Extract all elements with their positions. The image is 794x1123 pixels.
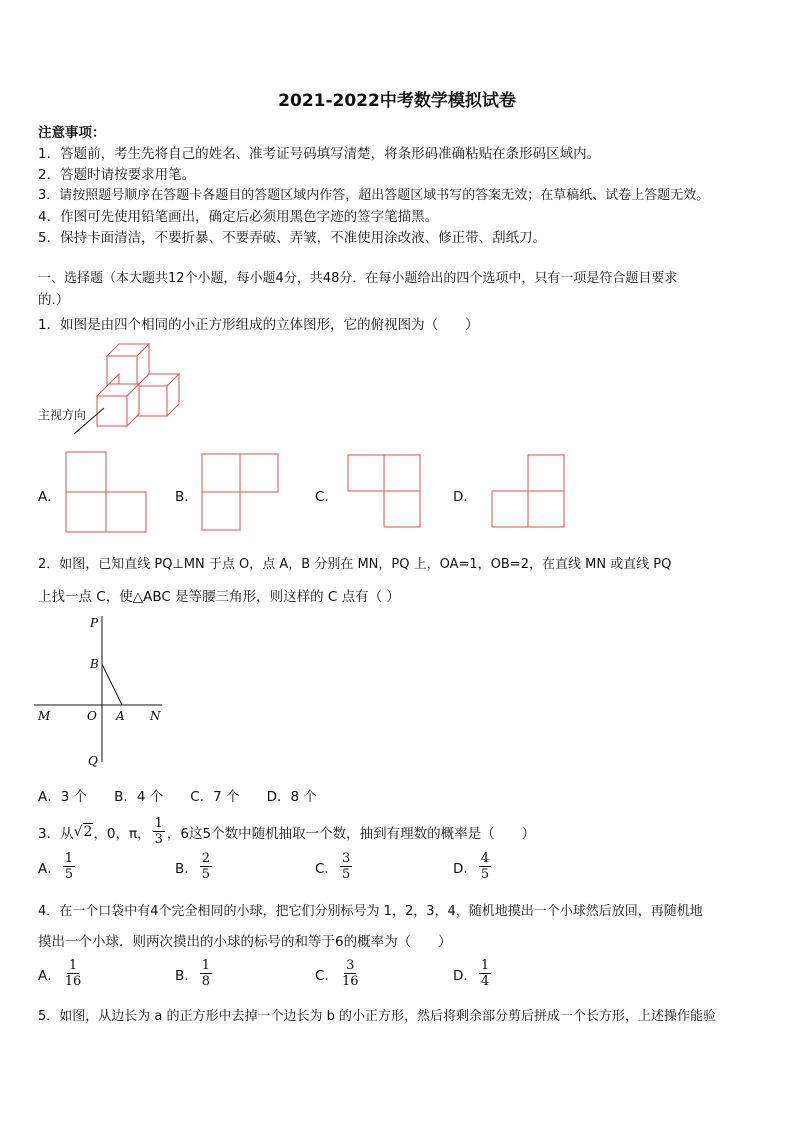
sqrt-radicand: 2 xyxy=(83,823,93,840)
q1-option-d-label: D． xyxy=(453,489,477,505)
fraction-numerator: 1 xyxy=(480,958,490,973)
fraction-numerator: 1 xyxy=(154,816,163,831)
fraction-numerator: 2 xyxy=(201,851,211,866)
fraction xyxy=(63,958,84,989)
option-label: C． xyxy=(315,860,338,877)
q3-option-b xyxy=(175,851,214,882)
q3-option-c xyxy=(315,851,354,882)
option-label: D． xyxy=(453,967,477,984)
notice-item: 2．答题时请按要求用笔。 xyxy=(38,167,196,183)
fraction-numerator: 3 xyxy=(346,958,355,973)
q3-option-a xyxy=(38,851,77,882)
fraction-numerator: 3 xyxy=(341,851,351,866)
question-4-stem-cont: 摸出一个小球．则两次摸出的小球的标号的和等于6的概率为（ ） xyxy=(38,934,452,950)
q3-stem-a: 3．从 xyxy=(38,825,74,842)
label-o: O xyxy=(87,709,97,723)
question-5-stem: 5．如图，从边长为 a 的正方形中去掉一个边长为 b 的小正方形，然后将剩余部分剪后拼成一个长方形，上述操作能验 xyxy=(38,1009,717,1024)
q1-option-b-figure xyxy=(200,452,280,532)
fraction-denominator: 16 xyxy=(64,974,82,989)
fraction-numerator: 1 xyxy=(68,958,78,973)
label-b: B xyxy=(90,657,99,671)
notice-item: 5．保持卡面清洁，不要折暴、不要弄破、弄皱，不准使用涂改液、修正带、刮纸刀。 xyxy=(38,230,547,246)
notice-item: 4．作图可先使用铅笔画出，确定后必须用黑色字迹的签字笔描黑。 xyxy=(38,209,439,225)
q1-option-c-label: C． xyxy=(315,489,338,505)
q1-option-c-figure xyxy=(346,453,424,531)
fraction xyxy=(479,851,491,882)
label-a: A xyxy=(116,709,125,723)
q2-options: A．3 个 B．4 个 C．7 个 D．8 个 xyxy=(38,789,317,805)
q1-option-a-figure xyxy=(64,450,148,534)
label-n: N xyxy=(150,709,161,723)
fraction-denominator: 3 xyxy=(154,832,163,847)
option-label: D． xyxy=(453,860,477,877)
fraction xyxy=(63,851,75,882)
sqrt-expression: √2 xyxy=(73,823,93,840)
fraction xyxy=(200,851,212,882)
question-2-stem-cont: 上找一点 C，使△ABC 是等腰三角形，则这样的 C 点有（ ） xyxy=(38,589,400,605)
fraction-denominator: 8 xyxy=(201,974,211,989)
q4-option-d xyxy=(453,958,493,989)
q3-stem-c: ，6这5个数中随机抽取一个数，抽到有理数的概率是（ ） xyxy=(166,825,536,842)
label-q: Q xyxy=(88,754,98,768)
page-title: 2021-2022中考数学模拟试卷 xyxy=(278,91,516,111)
label-p: P xyxy=(90,616,99,630)
notice-heading: 注意事项： xyxy=(38,125,106,141)
q4-option-b xyxy=(175,958,214,989)
q1-option-d-figure xyxy=(490,453,568,531)
q4-option-a xyxy=(38,958,85,989)
fraction-denominator: 5 xyxy=(64,867,74,882)
fraction xyxy=(153,816,165,847)
fraction xyxy=(340,958,361,989)
q3-option-d xyxy=(453,851,493,882)
question-2-stem: 2．如图，已知直线 PQ⊥MN 于点 O，点 A，B 分别在 MN，PQ 上，OA=1，OB=2，在直线 MN 或直线 PQ xyxy=(38,557,672,572)
option-label: A． xyxy=(38,967,61,984)
question-1-stem: 1．如图是由四个相同的小正方形组成的立体图形，它的俯视图为（ ） xyxy=(38,317,479,333)
section-header-cont: 的.） xyxy=(38,292,70,308)
question-4-stem: 4．在一个口袋中有4个完全相同的小球，把它们分别标号为 1，2，3，4，随机地摸出一个小球然后放回，再随机地 xyxy=(38,904,703,919)
label-m: M xyxy=(38,709,51,723)
notice-item: 3．请按照题号顺序在答题卡各题目的答题区域内作答，超出答题区域书写的答案无效；在草稿纸、试卷上答题无效。 xyxy=(38,188,710,203)
option-label: A． xyxy=(38,860,61,877)
option-label: C． xyxy=(315,967,338,984)
option-label: B． xyxy=(175,860,198,877)
notice-item: 1．答题前，考生先将自己的姓名、准考证号码填写清楚，将条形码准确粘贴在条形码区域内。 xyxy=(38,146,601,162)
q1-3d-figure xyxy=(34,338,194,438)
q1-option-b-label: B． xyxy=(175,489,198,505)
view-direction-label: 主视方向 xyxy=(38,408,87,422)
q3-stem-b: ，0，π， xyxy=(93,825,151,842)
fraction-denominator: 5 xyxy=(480,867,490,882)
option-label: B． xyxy=(175,967,198,984)
question-3-stem xyxy=(38,816,535,847)
segment-ab xyxy=(102,664,122,705)
section-header: 一、选择题（本大题共12个小题，每小题4分，共48分．在每小题给出的四个选项中，只有一项是符合题目要求 xyxy=(38,271,678,286)
fraction xyxy=(340,851,352,882)
fraction-denominator: 5 xyxy=(201,867,211,882)
fraction-denominator: 5 xyxy=(341,867,351,882)
fraction-numerator: 4 xyxy=(480,851,490,866)
q2-coordinate-figure xyxy=(34,612,174,770)
fraction xyxy=(479,958,491,989)
fraction-numerator: 1 xyxy=(64,851,74,866)
fraction-denominator: 16 xyxy=(341,974,359,989)
fraction xyxy=(200,958,212,989)
fraction-denominator: 4 xyxy=(480,974,490,989)
fraction-numerator: 1 xyxy=(201,958,211,973)
q4-option-c xyxy=(315,958,362,989)
q1-option-a-label: A． xyxy=(38,489,61,505)
